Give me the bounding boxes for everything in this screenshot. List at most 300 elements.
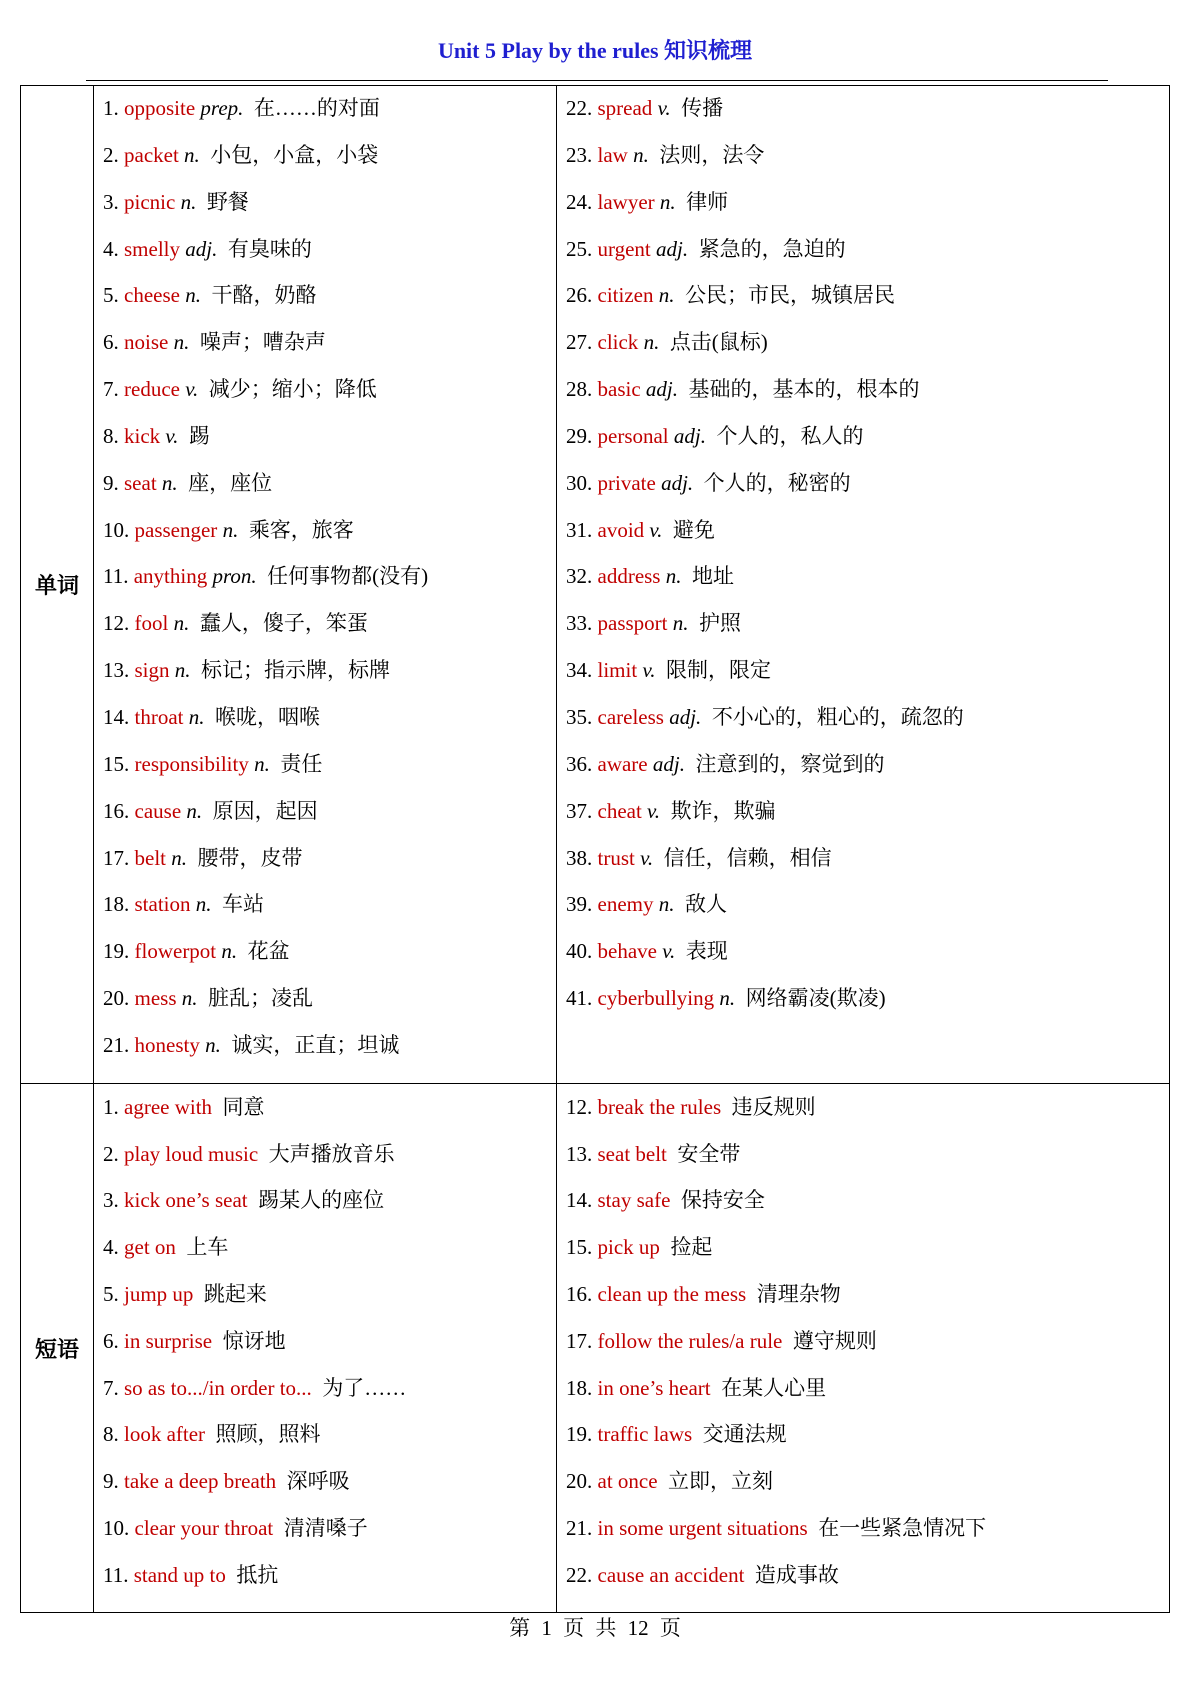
entry-term: avoid: [597, 517, 645, 542]
entry-number: 1.: [103, 96, 119, 120]
entry-number: 14.: [566, 1188, 593, 1213]
entry-part-of-speech: n.: [672, 611, 689, 636]
entry-number: 29.: [566, 423, 593, 448]
entry-term: stand up to: [133, 1562, 226, 1587]
vocab-entry: [103, 702, 556, 749]
entry-meaning: 腰带，皮带: [197, 845, 303, 870]
entry-term: sign: [134, 658, 170, 683]
entry-number: 31.: [566, 517, 593, 542]
entry-number: 37.: [566, 798, 593, 823]
entry-meaning: 喉咙，咽喉: [214, 704, 320, 729]
entry-term: anything: [133, 564, 208, 589]
entry-number: 5.: [103, 283, 119, 308]
vocab-entry: [103, 1279, 556, 1326]
vocab-entry: [103, 796, 556, 843]
entry-meaning: 野餐: [206, 189, 249, 214]
entry-number: 10.: [103, 1515, 130, 1540]
vocab-entry: [566, 749, 1169, 796]
entry-meaning: 座，座位: [188, 470, 273, 495]
vocab-entry: [566, 1185, 1169, 1232]
entry-number: 30.: [566, 470, 593, 495]
entry-meaning: 信任，信赖，相信: [663, 845, 832, 870]
entry-term: opposite: [124, 96, 196, 120]
entry-term: basic: [597, 377, 641, 402]
vocab-entry: [566, 936, 1169, 983]
entry-meaning: 踢某人的座位: [258, 1188, 385, 1213]
entry-part-of-speech: adj.: [661, 470, 694, 495]
entry-part-of-speech: n.: [181, 986, 198, 1011]
entry-meaning: 遵守规则: [792, 1328, 877, 1353]
entry-meaning: 公民；市民，城镇居民: [684, 283, 895, 308]
entry-term: passenger: [134, 517, 218, 542]
entry-meaning: 照顾，照料: [215, 1422, 321, 1447]
vocab-entry: [103, 1092, 556, 1139]
vocab-entry: [566, 889, 1169, 936]
entry-term: aware: [597, 751, 648, 776]
entry-number: 22.: [566, 96, 593, 120]
entry-term: throat: [134, 704, 184, 729]
entry-term: clear your throat: [134, 1515, 274, 1540]
vocab-entry: [566, 1232, 1169, 1279]
entry-term: personal: [597, 423, 669, 448]
entry-part-of-speech: n.: [171, 845, 187, 870]
vocab-entry: [103, 843, 556, 890]
entry-term: law: [597, 142, 628, 167]
entry-term: flowerpot: [134, 939, 217, 964]
entry-number: 19.: [103, 939, 130, 964]
entry-number: 26.: [566, 283, 593, 308]
vocab-entry: [566, 561, 1169, 608]
entry-part-of-speech: v.: [185, 377, 199, 402]
entry-term: cheat: [597, 798, 642, 823]
entry-number: 18.: [566, 1375, 593, 1400]
entry-part-of-speech: v.: [640, 845, 654, 870]
entry-part-of-speech: adj.: [645, 377, 678, 402]
entry-number: 17.: [103, 845, 130, 870]
entry-number: 11.: [103, 564, 129, 589]
entry-meaning: 在一些紧急情况下: [818, 1515, 987, 1540]
entry-meaning: 有臭味的: [227, 236, 312, 261]
entry-number: 22.: [566, 1562, 593, 1587]
entry-meaning: 护照: [699, 611, 741, 636]
entry-term: in one’s heart: [597, 1375, 711, 1400]
entry-meaning: 抵抗: [236, 1562, 279, 1587]
entry-number: 25.: [566, 236, 593, 261]
words-right-column: [557, 86, 1170, 1084]
entry-meaning: 律师: [686, 189, 729, 214]
vocab-entry: [566, 843, 1169, 890]
entry-part-of-speech: v.: [662, 939, 676, 964]
entry-term: station: [134, 892, 191, 917]
vocab-entry: [566, 374, 1169, 421]
entry-number: 27.: [566, 330, 593, 355]
entry-part-of-speech: n.: [184, 142, 200, 167]
entry-meaning: 紧急的，急迫的: [698, 236, 846, 261]
entry-term: picnic: [124, 189, 176, 214]
entry-meaning: 不小心的，粗心的，疏忽的: [711, 704, 964, 729]
entry-meaning: 交通法规: [702, 1422, 787, 1447]
vocab-entry: [103, 655, 556, 702]
entry-number: 36.: [566, 751, 593, 776]
vocab-entry: [566, 796, 1169, 843]
vocabulary-table: [20, 85, 1170, 1613]
vocab-entry: [103, 374, 556, 421]
entry-number: 24.: [566, 189, 593, 214]
entry-meaning: 个人的，私人的: [716, 423, 864, 448]
entry-term: responsibility: [134, 751, 249, 776]
entry-meaning: 点击(鼠标): [669, 330, 768, 355]
vocab-entry: [566, 1560, 1169, 1607]
entry-meaning: 惊讶地: [222, 1328, 286, 1353]
vocab-entry: [103, 1139, 556, 1186]
entry-number: 3.: [103, 189, 119, 214]
entry-part-of-speech: n.: [173, 330, 190, 355]
vocab-entry: [566, 187, 1169, 234]
entry-part-of-speech: prep.: [200, 96, 244, 120]
entry-part-of-speech: n.: [173, 611, 190, 636]
entry-number: 9.: [103, 1469, 119, 1494]
entry-number: 38.: [566, 845, 593, 870]
entry-number: 33.: [566, 611, 593, 636]
entry-meaning: 噪声；嘈杂声: [199, 330, 326, 355]
entry-term: traffic laws: [597, 1422, 693, 1447]
entry-part-of-speech: adj.: [669, 704, 702, 729]
entry-term: in surprise: [124, 1328, 213, 1353]
vocab-entry: [103, 515, 556, 562]
entry-part-of-speech: n.: [665, 564, 682, 589]
entry-term: click: [597, 330, 639, 355]
phrases-right-column: [557, 1083, 1170, 1613]
entry-part-of-speech: n.: [205, 1032, 221, 1057]
vocab-entry: [103, 1419, 556, 1466]
vocab-entry: [566, 983, 1169, 1030]
entry-meaning: 传播: [681, 96, 724, 120]
entry-part-of-speech: adj.: [185, 236, 218, 261]
entry-meaning: 任何事物都(没有): [267, 564, 429, 589]
entry-term: lawyer: [597, 189, 655, 214]
entry-term: smelly: [124, 236, 180, 261]
entry-number: 23.: [566, 142, 593, 167]
entry-number: 41.: [566, 986, 593, 1011]
entry-term: cause an accident: [597, 1562, 745, 1587]
entry-number: 6.: [103, 330, 119, 355]
entry-term: fool: [134, 611, 169, 636]
entry-number: 15.: [103, 751, 130, 776]
entry-term: pick up: [597, 1235, 660, 1260]
entry-number: 28.: [566, 377, 593, 402]
entry-meaning: 大声播放音乐: [268, 1141, 395, 1166]
vocab-entry: [103, 468, 556, 515]
entry-number: 12.: [103, 611, 130, 636]
entry-part-of-speech: n.: [185, 283, 201, 308]
entry-number: 32.: [566, 564, 593, 589]
entry-part-of-speech: v.: [649, 517, 663, 542]
entry-term: behave: [597, 939, 657, 964]
entry-number: 13.: [103, 658, 130, 683]
entry-number: 18.: [103, 892, 130, 917]
entry-number: 7.: [103, 1375, 119, 1400]
entry-term: spread: [597, 96, 653, 120]
entry-term: address: [597, 564, 661, 589]
words-section: [21, 86, 1170, 1084]
entry-meaning: 减少；缩小；降低: [208, 377, 377, 402]
vocab-entry: [103, 983, 556, 1030]
entry-meaning: 上车: [186, 1235, 229, 1260]
entry-number: 8.: [103, 1422, 119, 1447]
entry-term: careless: [597, 704, 664, 729]
entry-term: limit: [597, 658, 638, 683]
entry-number: 10.: [103, 517, 130, 542]
entry-meaning: 跳起来: [203, 1281, 267, 1306]
entry-meaning: 地址: [691, 564, 734, 589]
entry-meaning: 避免: [672, 517, 715, 542]
entry-meaning: 保持安全: [680, 1188, 765, 1213]
entry-number: 15.: [566, 1235, 593, 1260]
entry-meaning: 立即，立刻: [668, 1469, 774, 1494]
entry-term: stay safe: [597, 1188, 671, 1213]
entry-term: passport: [597, 611, 668, 636]
entry-part-of-speech: v.: [657, 96, 671, 120]
page-footer: 第 1 页 共 12 页: [509, 1616, 681, 1640]
vocab-entry: [103, 1232, 556, 1279]
vocab-entry: [566, 280, 1169, 327]
entry-meaning: 限制，限定: [665, 658, 771, 683]
vocab-entry: [566, 1373, 1169, 1420]
entry-part-of-speech: n.: [186, 798, 203, 823]
vocab-entry: [566, 327, 1169, 374]
entry-meaning: 原因，起因: [212, 798, 318, 823]
entry-part-of-speech: n.: [222, 517, 239, 542]
entry-meaning: 干酪，奶酪: [211, 283, 317, 308]
entry-number: 39.: [566, 892, 593, 917]
entry-part-of-speech: n.: [195, 892, 212, 917]
entry-meaning: 基础的，基本的，根本的: [688, 377, 920, 402]
entry-term: seat: [124, 470, 157, 495]
entry-part-of-speech: n.: [633, 142, 649, 167]
vocab-entry: [103, 234, 556, 281]
entry-term: noise: [124, 330, 169, 355]
words-left-column: [94, 86, 557, 1084]
title-divider: [86, 80, 1108, 81]
entry-number: 14.: [103, 704, 130, 729]
vocab-entry: [103, 1030, 556, 1077]
entry-meaning: 踢: [188, 423, 210, 448]
vocab-entry: [103, 1326, 556, 1373]
entry-part-of-speech: n.: [221, 939, 238, 964]
entry-term: break the rules: [597, 1094, 722, 1119]
entry-meaning: 责任: [280, 751, 323, 776]
entry-meaning: 在……的对面: [253, 96, 380, 120]
vocab-entry: [566, 608, 1169, 655]
vocab-entry: [566, 468, 1169, 515]
vocab-entry: [103, 561, 556, 608]
entry-meaning: 车站: [222, 892, 264, 917]
entry-meaning: 网络霸凌(欺凌): [745, 986, 886, 1011]
entry-meaning: 清清嗓子: [283, 1515, 368, 1540]
entry-term: reduce: [124, 377, 180, 402]
entry-meaning: 捡起: [670, 1235, 713, 1260]
entry-meaning: 表现: [685, 939, 728, 964]
entry-meaning: 敌人: [684, 892, 727, 917]
entry-part-of-speech: n.: [643, 330, 660, 355]
entry-term: cheese: [124, 283, 180, 308]
entry-term: look after: [124, 1422, 206, 1447]
vocab-entry: [566, 1419, 1169, 1466]
entry-part-of-speech: v.: [647, 798, 661, 823]
vocab-entry: [103, 1466, 556, 1513]
vocab-entry: [566, 1513, 1169, 1560]
entry-meaning: 法则，法令: [659, 142, 765, 167]
vocab-entry: [103, 749, 556, 796]
entry-number: 17.: [566, 1328, 593, 1353]
entry-term: jump up: [124, 1281, 194, 1306]
entry-number: 11.: [103, 1562, 129, 1587]
entry-meaning: 安全带: [677, 1141, 741, 1166]
vocab-entry: [566, 234, 1169, 281]
entry-term: citizen: [597, 283, 654, 308]
entry-number: 1.: [103, 1094, 119, 1119]
entry-meaning: 为了……: [322, 1375, 407, 1400]
entry-term: at once: [597, 1469, 658, 1494]
vocab-entry: [566, 1139, 1169, 1186]
entry-number: 20.: [566, 1469, 593, 1494]
vocab-entry: [103, 421, 556, 468]
entry-number: 12.: [566, 1094, 593, 1119]
vocab-entry: [103, 187, 556, 234]
entry-meaning: 在某人心里: [721, 1375, 827, 1400]
entry-meaning: 深呼吸: [286, 1469, 350, 1494]
entry-part-of-speech: adj.: [673, 423, 706, 448]
entry-number: 4.: [103, 236, 119, 261]
vocab-entry: [566, 140, 1169, 187]
entry-term: follow the rules/a rule: [597, 1328, 783, 1353]
entry-meaning: 个人的，秘密的: [703, 470, 851, 495]
vocab-entry: [103, 1373, 556, 1420]
entry-meaning: 脏乱；凌乱: [208, 986, 313, 1011]
entry-meaning: 违反规则: [731, 1094, 816, 1119]
entry-part-of-speech: n.: [254, 751, 270, 776]
entry-meaning: 乘客，旅客: [248, 517, 354, 542]
entry-term: trust: [597, 845, 635, 870]
entry-meaning: 欺诈，欺骗: [670, 798, 776, 823]
entry-term: clean up the mess: [597, 1281, 747, 1306]
entry-part-of-speech: n.: [658, 892, 675, 917]
phrases-section: [21, 1083, 1170, 1613]
entry-term: honesty: [134, 1032, 200, 1057]
vocab-entry: [103, 140, 556, 187]
entry-number: 2.: [103, 142, 119, 167]
vocab-entry: [103, 1560, 556, 1607]
entry-part-of-speech: n.: [659, 189, 676, 214]
vocab-entry: [566, 515, 1169, 562]
vocab-entry: [566, 1466, 1169, 1513]
entry-term: so as to.../in order to...: [124, 1375, 312, 1400]
entry-part-of-speech: n.: [658, 283, 675, 308]
vocab-entry: [103, 280, 556, 327]
vocab-entry: [566, 1279, 1169, 1326]
entry-number: 7.: [103, 377, 119, 402]
entry-part-of-speech: v.: [642, 658, 656, 683]
vocab-entry: [103, 93, 556, 140]
entry-number: 35.: [566, 704, 593, 729]
entry-part-of-speech: adj.: [652, 751, 685, 776]
entry-part-of-speech: adj.: [656, 236, 689, 261]
vocab-entry: [103, 327, 556, 374]
entry-term: packet: [124, 142, 179, 167]
entry-meaning: 花盆: [247, 939, 290, 964]
entry-term: kick one’s seat: [124, 1188, 248, 1213]
entry-term: in some urgent situations: [597, 1515, 808, 1540]
entry-number: 3.: [103, 1188, 119, 1213]
entry-term: seat belt: [597, 1141, 667, 1166]
entry-term: kick: [124, 423, 161, 448]
section-label-words: 单词: [21, 86, 94, 1084]
vocab-entry: [103, 936, 556, 983]
entry-meaning: 同意: [222, 1094, 265, 1119]
entry-part-of-speech: n.: [719, 986, 736, 1011]
page-title: Unit 5 Play by the rules 知识梳理: [437, 38, 753, 63]
entry-number: 21.: [566, 1515, 593, 1540]
vocab-entry: [566, 93, 1169, 140]
entry-meaning: 造成事故: [754, 1562, 839, 1587]
entry-number: 34.: [566, 658, 593, 683]
entry-number: 21.: [103, 1032, 130, 1057]
entry-number: 16.: [103, 798, 130, 823]
entry-meaning: 标记；指示牌，标牌: [201, 658, 391, 683]
entry-part-of-speech: pron.: [212, 564, 257, 589]
vocab-entry: [103, 1185, 556, 1232]
vocab-entry: [566, 702, 1169, 749]
entry-number: 5.: [103, 1281, 119, 1306]
entry-term: belt: [134, 845, 166, 870]
entry-meaning: 注意到的，察觉到的: [695, 751, 885, 776]
entry-part-of-speech: v.: [165, 423, 179, 448]
entry-number: 13.: [566, 1141, 593, 1166]
entry-term: take a deep breath: [124, 1469, 277, 1494]
entry-number: 40.: [566, 939, 593, 964]
entry-number: 16.: [566, 1281, 593, 1306]
section-label-phrases: 短语: [21, 1083, 94, 1613]
vocab-entry: [103, 889, 556, 936]
entry-number: 2.: [103, 1141, 119, 1166]
entry-term: cause: [134, 798, 182, 823]
entry-part-of-speech: n.: [174, 658, 191, 683]
entry-number: 9.: [103, 470, 119, 495]
entry-number: 8.: [103, 423, 119, 448]
entry-meaning: 蠢人，傻子，笨蛋: [199, 611, 368, 636]
entry-term: cyberbullying: [597, 986, 715, 1011]
entry-term: urgent: [597, 236, 651, 261]
vocab-entry: [103, 608, 556, 655]
vocab-entry: [566, 655, 1169, 702]
entry-number: 19.: [566, 1422, 593, 1447]
entry-part-of-speech: n.: [188, 704, 205, 729]
entry-meaning: 清理杂物: [756, 1281, 841, 1306]
vocab-entry: [566, 421, 1169, 468]
vocab-entry: [103, 1513, 556, 1560]
entry-term: play loud music: [124, 1141, 259, 1166]
entry-number: 20.: [103, 986, 130, 1011]
entry-term: enemy: [597, 892, 654, 917]
entry-term: private: [597, 470, 656, 495]
entry-part-of-speech: n.: [161, 470, 178, 495]
entry-meaning: 小包，小盒，小袋: [210, 142, 379, 167]
phrases-left-column: [94, 1083, 557, 1613]
entry-term: get on: [124, 1235, 176, 1260]
entry-term: agree with: [124, 1094, 213, 1119]
vocab-entry: [566, 1092, 1169, 1139]
vocab-entry: [566, 1326, 1169, 1373]
